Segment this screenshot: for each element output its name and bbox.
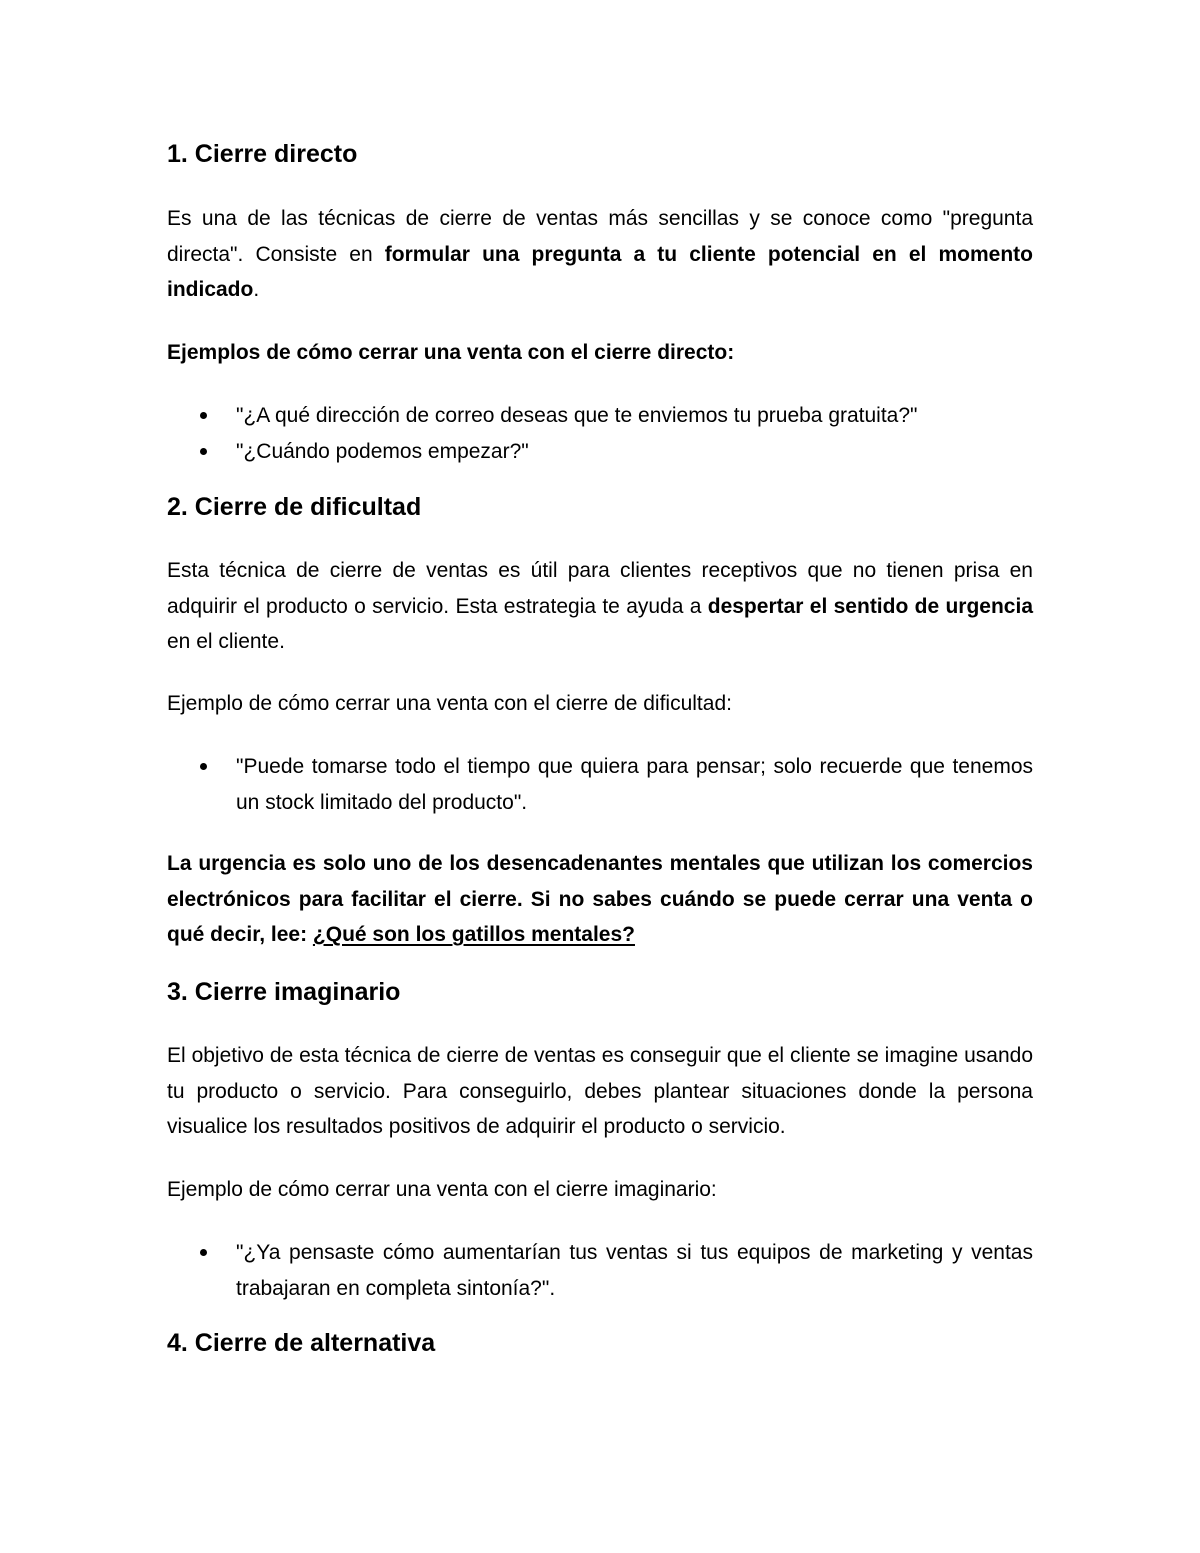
bullet-icon	[200, 448, 207, 455]
note-paragraph	[167, 846, 1033, 953]
section-paragraph	[167, 201, 1033, 308]
list-item	[167, 398, 1033, 434]
section-paragraph	[167, 553, 1033, 660]
examples-list	[167, 749, 1033, 820]
examples-list	[167, 398, 1033, 469]
note-text: La urgencia es solo uno de los desencadenantes mentales que utilizan los comercios electrónicos para facilitar el cierre. Si no sabes cuándo se puede cerrar una venta o qué decir, lee:	[167, 852, 1033, 946]
paragraph-bold-text: formular una pregunta a tu cliente potencial en el momento indicado	[167, 242, 1033, 301]
examples-label: Ejemplos de cómo cerrar una venta con el cierre directo:	[167, 341, 735, 364]
section-heading: 4. Cierre de alternativa	[167, 1329, 436, 1357]
section-heading: 2. Cierre de dificultad	[167, 493, 422, 521]
list-item-text: "Puede tomarse todo el tiempo que quiera para pensar; solo recuerde que tenemos un stock limitado del producto".	[236, 755, 1033, 814]
paragraph-bold-text: despertar el sentido de urgencia	[707, 594, 1033, 618]
list-item	[167, 749, 1033, 820]
gatillos-mentales-link[interactable]: ¿Qué son los gatillos mentales?	[312, 923, 635, 946]
paragraph-text: El objetivo de esta técnica de cierre de ventas es conseguir que el cliente se imagine usando tu producto o servicio. Para conseguirlo, debes plantear situaciones donde la persona visualice los resultados positivos de adquirir el producto o servicio.	[167, 1044, 1033, 1138]
examples-list	[167, 1235, 1033, 1306]
list-item-text: "¿A qué dirección de correo deseas que te enviemos tu prueba gratuita?"	[236, 404, 918, 427]
examples-label: Ejemplo de cómo cerrar una venta con el cierre imaginario:	[167, 1178, 717, 1201]
section-heading: 3. Cierre imaginario	[167, 978, 401, 1006]
paragraph-text: Esta técnica de cierre de ventas es útil para clientes receptivos que no tienen prisa en adquirir el producto o servicio. Esta estrategia te ayuda a	[167, 559, 1033, 618]
bullet-icon	[200, 763, 207, 770]
examples-label: Ejemplo de cómo cerrar una venta con el cierre de dificultad:	[167, 692, 732, 715]
section-paragraph	[167, 1038, 1033, 1145]
paragraph-text-end: .	[253, 278, 260, 301]
list-item	[167, 1235, 1033, 1306]
bullet-icon	[200, 1249, 207, 1256]
paragraph-text: Es una de las técnicas de cierre de ventas más sencillas y se conoce como "pregunta directa". Consiste en	[167, 207, 1033, 266]
paragraph-text-end: en el cliente.	[167, 630, 285, 653]
list-item	[167, 434, 1033, 470]
list-item-text: "¿Cuándo podemos empezar?"	[236, 439, 529, 463]
section-heading: 1. Cierre directo	[167, 140, 358, 168]
list-item-text: "¿Ya pensaste cómo aumentarían tus ventas si tus equipos de marketing y ventas trabajaran en completa sintonía?".	[236, 1241, 1033, 1300]
bullet-icon	[200, 412, 207, 419]
